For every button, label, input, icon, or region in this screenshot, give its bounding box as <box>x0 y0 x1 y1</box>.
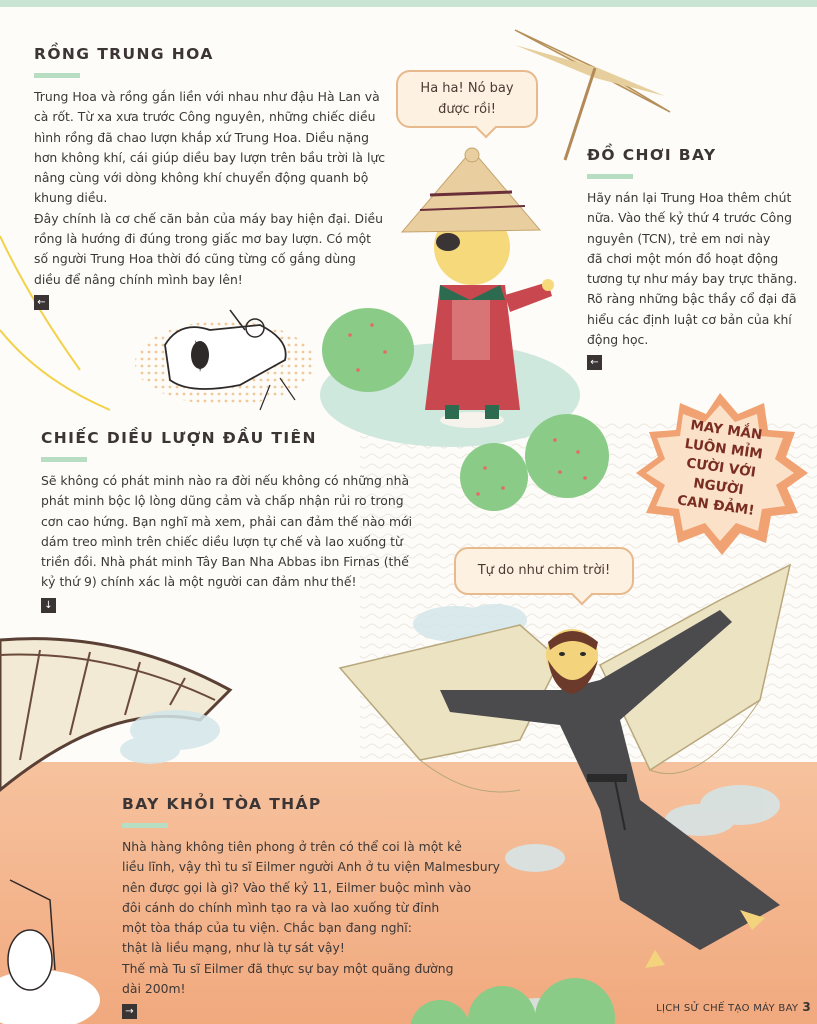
title-underline <box>587 174 633 179</box>
page-footer <box>656 1000 811 1014</box>
section-tower-flight <box>122 795 502 1019</box>
arrow-right-icon: → <box>122 1004 137 1019</box>
speech-bubble-haha <box>396 70 538 128</box>
section-body: Sẽ không có phát minh nào ra đời nếu không có những nhà phát minh bộc lộ lòng dũng cảm và chấp nhận rủi ro trong cơn cao hứng. Bạn nghĩ mà xem, phải can đảm thế nào mới dám treo mình trên chiếc diều lượn tự chế và lao xuống từ triền đồi. Nhà phát minh Tây Ban Nha Abbas ibn Firnas (thế kỷ thứ 9) chính xác là một người can đảm như thế! <box>41 473 413 590</box>
section-flying-toy <box>587 146 815 370</box>
badge-line: NGƯỜI <box>692 475 745 499</box>
kite-sketch-illustration <box>135 310 315 410</box>
badge-line: MAY MẮN <box>689 417 764 444</box>
kite-string <box>0 330 110 410</box>
section-body: Hãy nán lại Trung Hoa thêm chút nữa. Vào thế kỷ thứ 4 trước Công nguyên (TCN), trẻ em nơi này đã chơi một món đồ hoạt động tương tự như máy bay trực thăng. Rõ ràng những bậc thầy cổ đại đã hiểu các định luật cơ bản của khí động học. <box>587 190 798 348</box>
bubble-text: Tự do như chim trời! <box>477 563 611 578</box>
arrow-down-icon: ↓ <box>41 598 56 613</box>
bubble-line: Ha ha! Nó bay <box>420 81 514 96</box>
book-title: LỊCH SỬ CHẾ TẠO MÁY BAY <box>656 1003 799 1014</box>
badge-line: CAN ĐẢM! <box>676 492 756 519</box>
badge-line: CƯỜI VỚI <box>685 455 757 481</box>
section-title: CHIẾC DIỀU LƯỢN ĐẦU TIÊN <box>41 429 317 447</box>
section-title: RỒNG TRUNG HOA <box>34 45 214 63</box>
title-underline <box>41 457 87 462</box>
section-first-glider <box>41 429 421 613</box>
page-number: 3 <box>802 1000 811 1014</box>
bamboo-dragonfly-toy <box>515 30 670 160</box>
speech-bubble-freedom <box>454 547 634 595</box>
section-chinese-dragon <box>34 45 394 310</box>
badge-line: LUÔN MỈM <box>683 435 764 463</box>
arrow-left-icon: ← <box>34 295 49 310</box>
section-body: Nhà hàng không tiên phong ở trên có thể coi là một kẻ liều lĩnh, vậy thì tu sĩ Eilmer người Anh ở tu viện Malmesbury nên được gọi là gì? Vào thế kỷ 11, Eilmer buộc mình vào đôi cánh do chính mình tạo ra và lao xuống từ đỉnh một tòa tháp của tu viện. Chắc bạn đang nghĩ: thật là liều mạng, như là tự sát vậy! Thế mà Tu sĩ Eilmer đã thực sự bay một quãng đường dài 200m! <box>122 839 501 997</box>
section-title: BAY KHỎI TÒA THÁP <box>122 795 322 813</box>
section-title: ĐỒ CHƠI BAY <box>587 146 717 164</box>
title-underline <box>34 73 80 78</box>
section-body: Trung Hoa và rồng gắn liền với nhau như đậu Hà Lan và cà rốt. Từ xa xưa trước Công nguyên, những chiếc diều hình rồng đã chao lượn khắp xứ Trung Hoa. Diều nặng hơn không khí, cái giúp diều bay lượn trên bầu trời là lực nâng cùng với dòng không khí chuyển động quanh bộ khung diều. Đây chính là cơ chế căn bản của máy bay hiện đại. Diều rồng là hướng đi đúng trong giấc mơ bay lượn. Có một số người Trung Hoa thời đó cũng từng cố gắng dùng diều để nâng chính mình bay lên! <box>34 89 386 287</box>
bubble-line: được rồi! <box>438 102 496 117</box>
arrow-left-icon: ← <box>587 355 602 370</box>
title-underline <box>122 823 168 828</box>
